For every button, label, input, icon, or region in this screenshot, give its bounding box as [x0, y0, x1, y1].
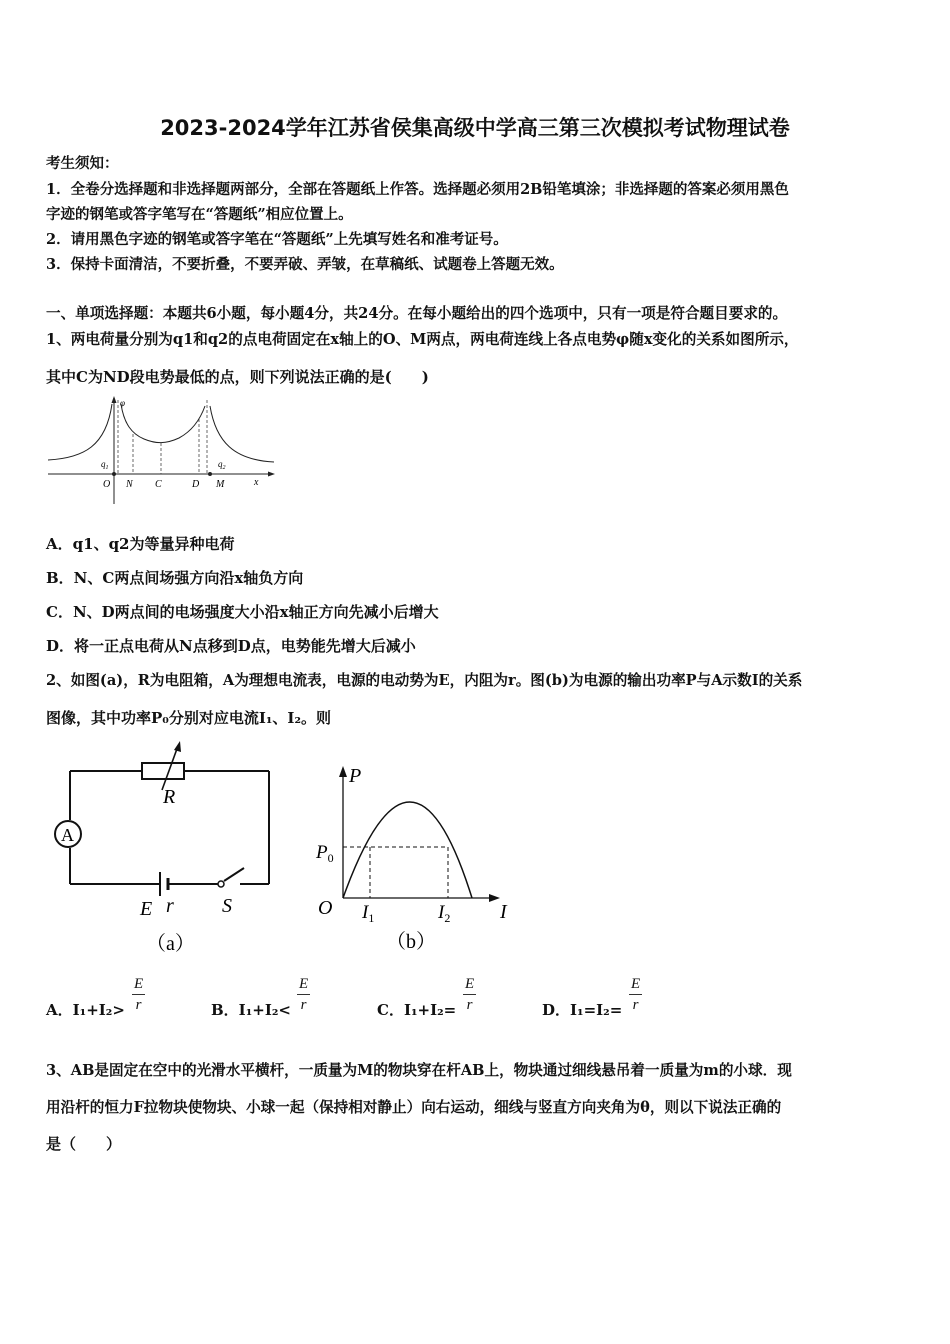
- q2-label: $q_2$: [218, 459, 226, 471]
- q2-option-d-fraction: $\frac{E}{r}$: [631, 976, 641, 1013]
- x-label: x: [254, 477, 259, 488]
- origin-label: O: [318, 897, 333, 919]
- emf-label: E: [140, 898, 153, 920]
- q2-option-b[interactable]: [211, 999, 291, 1020]
- notice-heading: 考生须知：: [46, 155, 119, 172]
- figure-a-caption: （a）: [146, 933, 195, 955]
- i1-label: $I_1$: [362, 902, 375, 925]
- charge-q2-point: [208, 472, 212, 476]
- q1-option-a[interactable]: A．q1、q2为等量异种电荷: [46, 535, 235, 553]
- q2-option-d[interactable]: [542, 999, 622, 1020]
- q2-option-d-label: D．I₁=I₂=: [542, 1001, 623, 1019]
- q1-option-d[interactable]: D．将一正点电荷从N点移到D点，电势能先增大后减小: [46, 637, 416, 655]
- internal-r-label: r: [166, 895, 174, 917]
- c-label: C: [155, 479, 162, 490]
- question-3-text: 3、AB是固定在空中的光滑水平横杆，一质量为M的物块穿在杆AB上，物块通过细线悬吊着一质量为m的小球．现: [46, 1062, 792, 1079]
- q2-option-a[interactable]: [46, 999, 125, 1020]
- ammeter-label: A: [61, 825, 74, 845]
- n-label: N: [126, 479, 133, 490]
- question-2-text: 2、如图(a)，R为电阻箱，A为理想电流表，电源的电动势为E，内阻为r。图(b)为电源的输出功率P与A示数I的关系: [46, 672, 803, 689]
- q1-option-c[interactable]: C．N、D两点间的电场强度大小沿x轴正方向先减小后增大: [46, 603, 439, 621]
- switch-lever: [224, 868, 244, 881]
- potential-curve-right: [210, 406, 274, 462]
- q2-option-a-label: A．I₁+I₂>: [46, 1001, 125, 1019]
- notice-item: 字迹的钢笔或答字笔写在“答题纸”相应位置上。: [46, 206, 353, 223]
- power-current-graph: [310, 760, 520, 956]
- power-curve: [343, 802, 472, 898]
- section-heading: 一、单项选择题：本题共6小题，每小题4分，共24分。在每小题给出的四个选项中，只有一项是符合题目要求的。: [46, 305, 788, 322]
- m-label: M: [216, 479, 225, 490]
- question-2-text: 图像，其中功率P₀分别对应电流I₁、I₂。则: [46, 709, 332, 727]
- q2-option-b-label: B．I₁+I₂<: [211, 1001, 291, 1019]
- p-axis-arrow: [339, 766, 347, 777]
- resistor-box: [142, 763, 184, 779]
- potential-graph: [44, 394, 280, 518]
- q1-label: $q_1$: [101, 459, 109, 471]
- q2-option-c[interactable]: [377, 999, 456, 1020]
- page-title: 2023-2024学年江苏省侯集高级中学高三第三次模拟考试物理试卷: [160, 116, 790, 140]
- i-axis-arrow: [489, 894, 500, 902]
- notice-item: 3．保持卡面清洁，不要折叠，不要弄破、弄皱，在草稿纸、试题卷上答题无效。: [46, 256, 564, 273]
- q2-option-c-label: C．I₁+I₂=: [377, 1001, 457, 1019]
- p0-label: $P_0$: [316, 842, 334, 865]
- charge-q1-point: [112, 472, 116, 476]
- potential-curve-middle: [121, 404, 205, 443]
- i-axis-label: I: [500, 901, 507, 923]
- question-3-text: 是（ ）: [46, 1135, 122, 1153]
- figure-b-caption: （b）: [386, 931, 436, 953]
- circuit-diagram: [50, 738, 290, 960]
- q2-option-b-fraction: $\frac{E}{r}$: [299, 976, 309, 1013]
- potential-curve-left: [48, 404, 112, 460]
- i2-label: $I_2$: [438, 902, 451, 925]
- notice-item: 2．请用黑色字迹的钢笔或答字笔在“答题纸”上先填写姓名和准考证号。: [46, 231, 508, 248]
- d-label: D: [192, 479, 200, 490]
- switch-label: S: [222, 895, 232, 917]
- p-axis-label: P: [349, 765, 362, 787]
- x-axis-arrow: [268, 472, 275, 477]
- notice-item: 1．全卷分选择题和非选择题两部分，全部在答题纸上作答。选择题必须用2B铅笔填涂；非选择题的答案必须用黑色: [46, 181, 789, 198]
- variable-arrow: [162, 746, 178, 790]
- phi-label: φ: [120, 398, 125, 408]
- q2-option-c-fraction: $\frac{E}{r}$: [465, 976, 475, 1013]
- question-1-text: 1、两电荷量分别为q1和q2的点电荷固定在x轴上的O、M两点，两电荷连线上各点电势φ随x变化的关系如图所示，: [46, 331, 799, 348]
- switch-contact: [218, 881, 224, 887]
- q1-option-b[interactable]: B．N、C两点间场强方向沿x轴负方向: [46, 569, 304, 587]
- phi-axis-arrow: [112, 396, 117, 403]
- r-resistor-label: R: [163, 786, 176, 808]
- question-1-text: 其中C为ND段电势最低的点，则下列说法正确的是( ): [46, 368, 429, 386]
- q2-option-a-fraction: $\frac{E}{r}$: [134, 976, 144, 1013]
- o-label: O: [103, 479, 111, 490]
- variable-arrow-head: [174, 741, 181, 752]
- question-3-text: 用沿杆的恒力F拉物块使物块、小球一起（保持相对静止）向右运动，细线与竖直方向夹角为θ，则以下说法正确的: [46, 1099, 782, 1116]
